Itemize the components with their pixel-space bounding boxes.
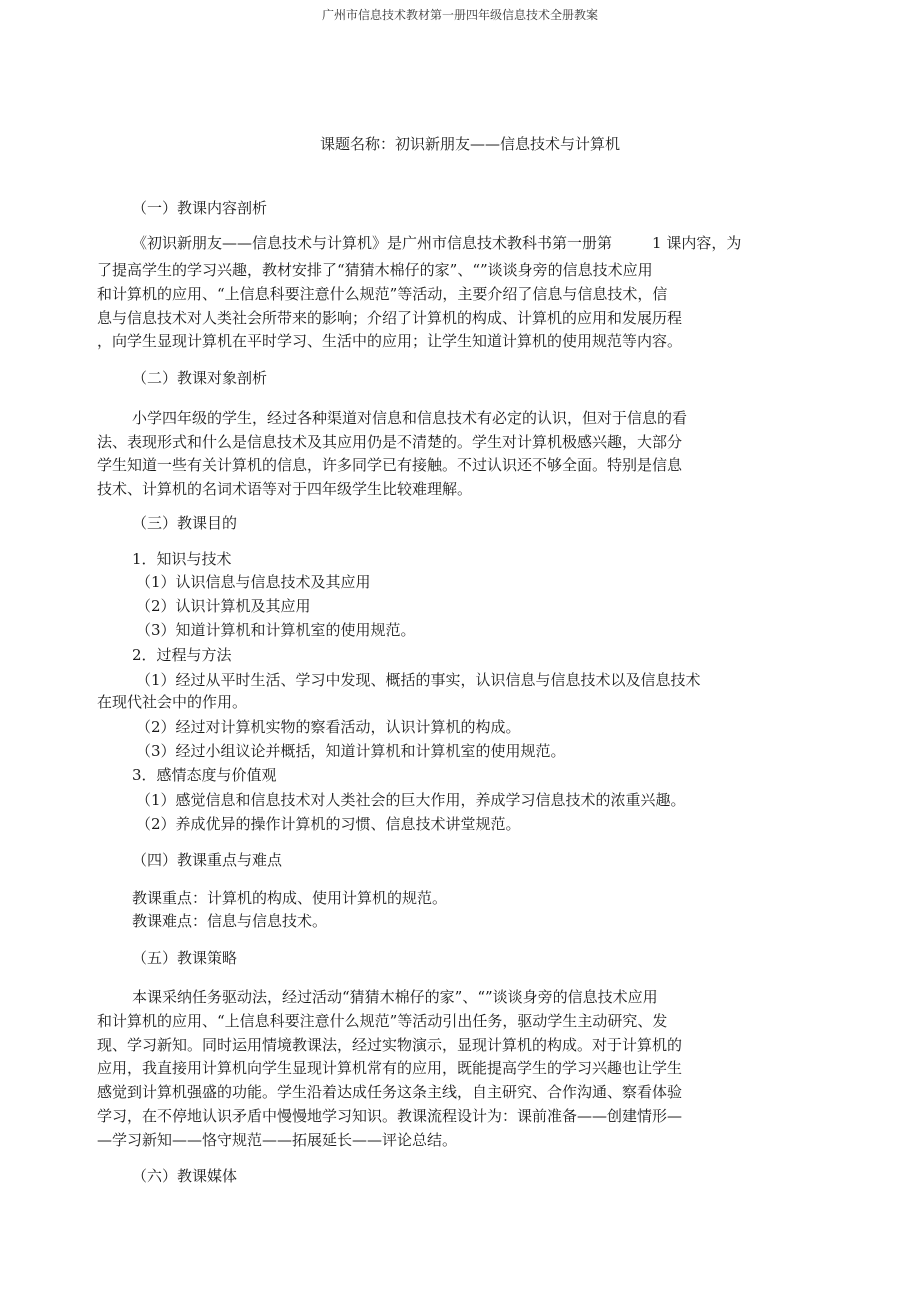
section-heading-key-points: （四）教课重点与难点 <box>132 851 283 869</box>
paragraph-line: 法、表现形式和什么是信息技术及其应用仍是不清楚的。学生对计算机极感兴趣，大部分 <box>97 433 683 451</box>
paragraph-line-part: 1 课内容，为 <box>652 234 742 252</box>
paragraph-line: 了提高学生的学习兴趣，教材安排了“猜猜木棉仔的家”、“”谈谈身旁的信息技术应用 <box>97 261 653 279</box>
objective-item: （2）养成优异的操作计算机的习惯、信息技术讲堂规范。 <box>136 815 521 833</box>
section-heading-objectives: （三）教课目的 <box>132 514 238 532</box>
paragraph-line: 学习，在不停地认识矛盾中慢慢地学习知识。教课流程设计为：课前准备——创建情形— <box>97 1107 683 1125</box>
objective-item: （2）认识计算机及其应用 <box>136 597 311 615</box>
section-heading-content-analysis: （一）教课内容剖析 <box>132 199 268 217</box>
page-header: 广州市信息技术教材第一册四年级信息技术全册教案 <box>321 8 598 22</box>
paragraph-line: —学习新知——恪守规范——拓展延长——评论总结。 <box>97 1131 458 1149</box>
objective-item-continuation: 在现代社会中的作用。 <box>97 693 248 711</box>
objective-group-title: 3．感情态度与价值观 <box>132 766 277 784</box>
section-heading-audience-analysis: （二）教课对象剖析 <box>132 369 268 387</box>
objective-item: （2）经过对计算机实物的察看活动，认识计算机的构成。 <box>136 718 521 736</box>
objective-item: （1）认识信息与信息技术及其应用 <box>136 573 371 591</box>
objective-group-title: 1．知识与技术 <box>132 550 232 568</box>
paragraph-line: 应用，我直接用计算机向学生显现计算机常有的应用，既能提高学生的学习兴趣也让学生 <box>97 1059 683 1077</box>
paragraph-line: 技术、计算机的名词术语等对于四年级学生比较难理解。 <box>97 480 473 498</box>
objective-item: （1）经过从平时生活、学习中发现、概括的事实，认识信息与信息技术以及信息技术 <box>136 671 701 689</box>
paragraph-line: 感觉到计算机强盛的功能。学生沿着达成任务这条主线，自主研究、合作沟通、察看体验 <box>97 1083 683 1101</box>
difficulty-text: 教课难点：信息与信息技术。 <box>132 912 328 930</box>
section-heading-strategy: （五）教课策略 <box>132 949 238 967</box>
paragraph-line: 和计算机的应用、“上信息科要注意什么规范”等活动引出任务，驱动学生主动研究、发 <box>97 1012 668 1030</box>
paragraph-line: 现、学习新知。同时运用情境教课法，经过实物演示，显现计算机的构成。对于计算机的 <box>97 1036 683 1054</box>
key-point-text: 教课重点：计算机的构成、使用计算机的规范。 <box>132 889 448 907</box>
paragraph-line: 息与信息技术对人类社会所带来的影响；介绍了计算机的构成、计算机的应用和发展历程 <box>97 309 683 327</box>
paragraph-line: ，向学生显现计算机在平时学习、生活中的应用；让学生知道计算机的使用规范等内容。 <box>97 332 683 350</box>
objective-item: （1）感觉信息和信息技术对人类社会的巨大作用，养成学习信息技术的浓重兴趣。 <box>136 791 686 809</box>
lesson-title: 课题名称：初识新朋友——信息技术与计算机 <box>319 135 620 153</box>
paragraph-line: 学生知道一些有关计算机的信息，许多同学已有接触。不过认识还不够全面。特别是信息 <box>97 456 683 474</box>
paragraph-line-part: 《初识新朋友——信息技术与计算机》是广州市信息技术教科书第一册第 <box>132 234 613 252</box>
section-heading-media: （六）教课媒体 <box>132 1167 238 1185</box>
objective-item: （3）知道计算机和计算机室的使用规范。 <box>136 621 416 639</box>
paragraph-line: 本课采纳任务驱动法，经过活动“猜猜木棉仔的家”、“”谈谈身旁的信息技术应用 <box>132 988 658 1006</box>
paragraph-line: 小学四年级的学生，经过各种渠道对信息和信息技术有必定的认识，但对于信息的看 <box>132 409 688 427</box>
objective-item: （3）经过小组议论并概括，知道计算机和计算机室的使用规范。 <box>136 742 566 760</box>
paragraph-line: 和计算机的应用、“上信息科要注意什么规范”等活动，主要介绍了信息与信息技术，信 <box>97 285 668 303</box>
objective-group-title: 2．过程与方法 <box>132 646 232 664</box>
paragraph-line <box>132 233 741 253</box>
